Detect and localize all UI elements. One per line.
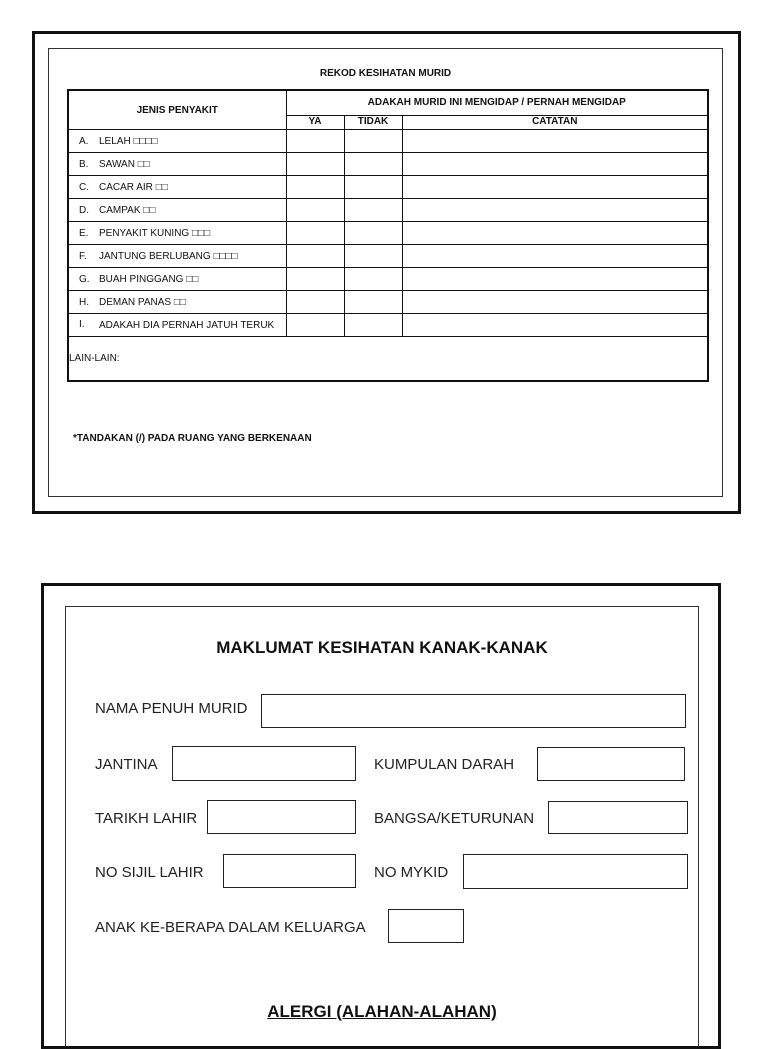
tidak-cell[interactable]	[344, 291, 402, 314]
catatan-cell[interactable]	[402, 268, 708, 291]
header-tidak: TIDAK	[344, 115, 402, 129]
header-catatan: CATATAN	[402, 115, 708, 129]
table-row	[68, 291, 708, 314]
catatan-cell[interactable]	[402, 291, 708, 314]
missing-glyph-icon: □□	[173, 296, 186, 308]
row-label: D. CAMPAK □□	[68, 199, 286, 222]
health-record-inner-frame	[48, 48, 723, 497]
child-health-card	[41, 583, 721, 1049]
catatan-cell[interactable]	[402, 153, 708, 176]
row-label: I. ADAKAH DIA PERNAH JATUH TERUK	[68, 314, 286, 337]
header-condition-question: ADAKAH MURID INI MENGIDAP / PERNAH MENGIDAP	[286, 90, 708, 115]
ya-cell[interactable]	[286, 268, 344, 291]
missing-glyph-icon: □□	[155, 181, 168, 193]
tidak-cell[interactable]	[344, 314, 402, 337]
header-ya: YA	[286, 115, 344, 129]
mykid-label: NO MYKID	[374, 864, 449, 881]
missing-glyph-icon: □□	[137, 158, 150, 170]
tidak-cell[interactable]	[344, 176, 402, 199]
ya-cell[interactable]	[286, 153, 344, 176]
blood-group-label: KUMPULAN DARAH	[374, 756, 515, 773]
catatan-cell[interactable]	[402, 314, 708, 337]
child-health-inner-frame	[65, 606, 699, 1047]
tidak-cell[interactable]	[344, 222, 402, 245]
ya-cell[interactable]	[286, 291, 344, 314]
race-label: BANGSA/KETURUNAN	[374, 810, 535, 827]
catatan-cell[interactable]	[402, 222, 708, 245]
catatan-cell[interactable]	[402, 245, 708, 268]
ya-cell[interactable]	[286, 222, 344, 245]
child-order-field[interactable]	[388, 909, 464, 943]
full-name-label: NAMA PENUH MURID	[95, 700, 248, 717]
missing-glyph-icon: □□□□	[133, 135, 158, 147]
dob-label: TARIKH LAHIR	[95, 810, 198, 827]
row-label: G. BUAH PINGGANG □□	[68, 268, 286, 291]
row-label: F. JANTUNG BERLUBANG □□□□	[68, 245, 286, 268]
table-row	[68, 153, 708, 176]
gender-field[interactable]	[172, 746, 356, 781]
tidak-cell[interactable]	[344, 199, 402, 222]
other-row	[68, 337, 708, 382]
dob-field[interactable]	[207, 800, 356, 834]
catatan-cell[interactable]	[402, 176, 708, 199]
tidak-cell[interactable]	[344, 153, 402, 176]
gender-label: JANTINA	[95, 756, 158, 773]
row-label: A. LELAH □□□□	[68, 130, 286, 153]
row-label: H. DEMAN PANAS □□	[68, 291, 286, 314]
child-order-label: ANAK KE-BERAPA DALAM KELUARGA	[95, 919, 366, 936]
child-health-title: MAKLUMAT KESIHATAN KANAK-KANAK	[216, 638, 548, 657]
other-field[interactable]: LAIN-LAIN:	[68, 337, 708, 382]
catatan-cell[interactable]	[402, 130, 708, 153]
ya-cell[interactable]	[286, 176, 344, 199]
mykid-field[interactable]	[463, 854, 688, 889]
missing-glyph-icon: □□□	[192, 227, 211, 239]
full-name-field[interactable]	[261, 694, 686, 728]
ya-cell[interactable]	[286, 199, 344, 222]
table-row	[68, 268, 708, 291]
row-label: C. CACAR AIR □□	[68, 176, 286, 199]
missing-glyph-icon: □□	[186, 273, 199, 285]
race-field[interactable]	[548, 801, 688, 834]
table-row	[68, 222, 708, 245]
missing-glyph-icon: □□□□	[213, 250, 238, 262]
disease-table	[67, 89, 709, 382]
row-label: E. PENYAKIT KUNING □□□	[68, 222, 286, 245]
instruction-note: *TANDAKAN (/) PADA RUANG YANG BERKENAAN	[73, 433, 312, 444]
header-disease-type: JENIS PENYAKIT	[68, 90, 286, 130]
row-label: B. SAWAN □□	[68, 153, 286, 176]
tidak-cell[interactable]	[344, 268, 402, 291]
tidak-cell[interactable]	[344, 130, 402, 153]
table-row	[68, 130, 708, 153]
ya-cell[interactable]	[286, 314, 344, 337]
table-header-row	[68, 90, 708, 115]
health-record-card	[32, 31, 741, 514]
table-row	[68, 199, 708, 222]
table-row	[68, 245, 708, 268]
missing-glyph-icon: □□	[143, 204, 156, 216]
birth-cert-label: NO SIJIL LAHIR	[95, 864, 204, 881]
record-title: REKOD KESIHATAN MURID	[319, 68, 452, 79]
blood-group-field[interactable]	[537, 747, 685, 781]
ya-cell[interactable]	[286, 130, 344, 153]
ya-cell[interactable]	[286, 245, 344, 268]
catatan-cell[interactable]	[402, 199, 708, 222]
tidak-cell[interactable]	[344, 245, 402, 268]
birth-cert-field[interactable]	[223, 854, 356, 888]
table-row	[68, 176, 708, 199]
table-row	[68, 314, 708, 337]
allergy-heading: ALERGI (ALAHAN-ALAHAN)	[267, 1002, 497, 1021]
